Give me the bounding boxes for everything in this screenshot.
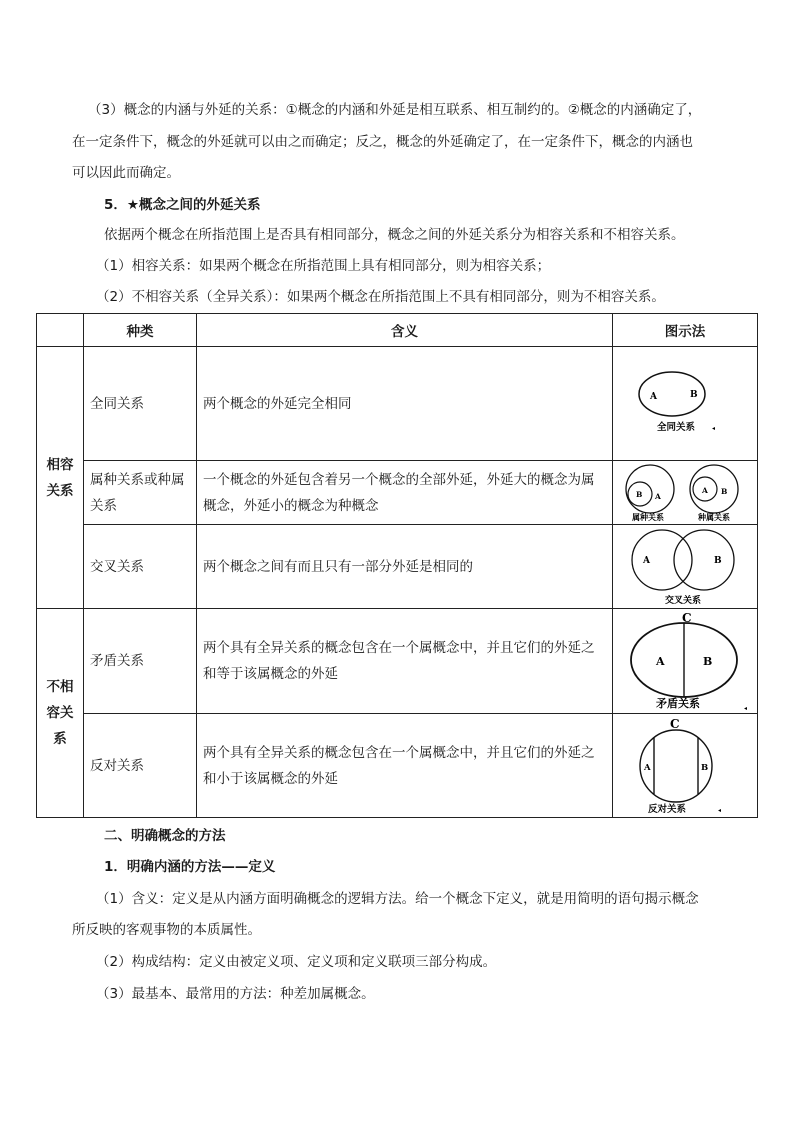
label-a: A <box>702 485 708 495</box>
table-row <box>37 609 758 714</box>
paragraph-line: （1）含义：定义是从内涵方面明确概念的逻辑方法。给一个概念下定义，就是用简明的语句揭示概念 <box>96 891 699 907</box>
header-cell-empty <box>37 314 84 347</box>
meaning-cell: 两个概念之间有而且只有一部分外延是相同的 <box>197 525 613 609</box>
meaning-cell: 一个概念的外延包含着另一个概念的全部外延，外延大的概念为属 概念，外延小的概念为种概念 <box>197 461 613 525</box>
section-heading: 5．★概念之间的外延关系 <box>104 197 261 213</box>
paragraph-line: （2）不相容关系（全异关系）：如果两个概念在所指范围上不具有相同部分，则为不相容关系。 <box>96 289 665 305</box>
meaning-cell: 两个具有全异关系的概念包含在一个属概念中，并且它们的外延之 和小于该属概念的外延 <box>197 714 613 818</box>
label-b: B <box>701 762 709 773</box>
table-header-row <box>37 314 758 347</box>
table-row <box>37 525 758 609</box>
paragraph-line: （3）最基本、最常用的方法：种差加属概念。 <box>96 986 375 1002</box>
diagram-caption: 种属关系 <box>698 511 730 522</box>
relations-table <box>36 313 758 818</box>
label-a: A <box>644 762 651 773</box>
header-cell-meaning: 含义 <box>197 314 613 347</box>
paragraph-line: 依据两个概念在所指范围上是否具有相同部分，概念之间的外延关系分为相容关系和不相容关系。 <box>104 227 685 243</box>
paragraph-line: 所反映的客观事物的本质属性。 <box>72 922 261 938</box>
table-row <box>37 347 758 461</box>
label-a: A <box>643 555 650 566</box>
label-a: A <box>656 655 665 668</box>
label-b: B <box>690 389 698 400</box>
kind-cell: 交叉关系 <box>84 525 197 609</box>
label-b: B <box>703 655 713 668</box>
paragraph-line: 在一定条件下，概念的外延就可以由之而确定；反之，概念的外延确定了，在一定条件下，概念的内涵也 <box>72 134 693 150</box>
group-incompatible: 不相 容关 系 <box>37 609 84 818</box>
kind-cell: 矛盾关系 <box>84 609 197 714</box>
label-c: C <box>682 611 692 625</box>
diagram-caption: 反对关系 <box>648 803 687 815</box>
paragraph-line: （3）概念的内涵与外延的关系：①概念的内涵和外延是相互联系、相互制约的。②概念的内涵确定了， <box>88 102 702 118</box>
diagram-cell <box>613 609 758 714</box>
label-c: C <box>670 716 680 731</box>
label-a: A <box>650 391 657 402</box>
outer-circle-b <box>690 465 738 513</box>
table-row <box>37 714 758 818</box>
mark-icon: ◂ <box>744 705 748 711</box>
header-cell-diagram: 图示法 <box>613 314 758 347</box>
diagram-cell <box>613 461 758 525</box>
mark-icon: ◂ <box>712 424 716 432</box>
paragraph-line: 可以因此而确定。 <box>72 165 180 181</box>
mark-icon: ◂ <box>718 806 722 814</box>
header-cell-kind: 种类 <box>84 314 197 347</box>
diagram-caption: 矛盾关系 <box>656 697 700 710</box>
label-b: B <box>636 489 643 499</box>
contradictory-diagram <box>618 611 752 711</box>
table-row <box>37 461 758 525</box>
identity-diagram <box>620 364 750 444</box>
label-a: A <box>655 491 661 501</box>
diagram-cell <box>613 525 758 609</box>
meaning-cell: 两个概念的外延完全相同 <box>197 347 613 461</box>
intersect-diagram <box>618 528 752 606</box>
diagram-cell <box>613 714 758 818</box>
group-compatible: 相容 关系 <box>37 347 84 609</box>
kind-cell: 属种关系或种属 关系 <box>84 461 197 525</box>
diagram-caption: 属种关系 <box>632 511 664 522</box>
kind-cell: 反对关系 <box>84 714 197 818</box>
meaning-cell: 两个具有全异关系的概念包含在一个属概念中，并且它们的外延之 和等于该属概念的外延 <box>197 609 613 714</box>
circle-b <box>674 530 734 590</box>
diagram-caption: 交叉关系 <box>665 595 702 606</box>
label-b: B <box>721 486 728 496</box>
kind-cell: 全同关系 <box>84 347 197 461</box>
section-heading: 二、明确概念的方法 <box>104 828 226 844</box>
paragraph-line: （1）相容关系：如果两个概念在所指范围上具有相同部分，则为相容关系； <box>96 258 551 274</box>
diagram-caption: 全同关系 <box>657 421 696 433</box>
outer-circle-a <box>626 465 674 513</box>
subsection-heading: 1．明确内涵的方法——定义 <box>104 859 276 875</box>
contrary-diagram <box>618 716 752 816</box>
label-b: B <box>714 555 722 566</box>
paragraph-line: （2）构成结构：定义由被定义项、定义项和定义联项三部分构成。 <box>96 954 497 970</box>
diagram-cell <box>613 347 758 461</box>
genus-species-diagram <box>618 463 752 523</box>
